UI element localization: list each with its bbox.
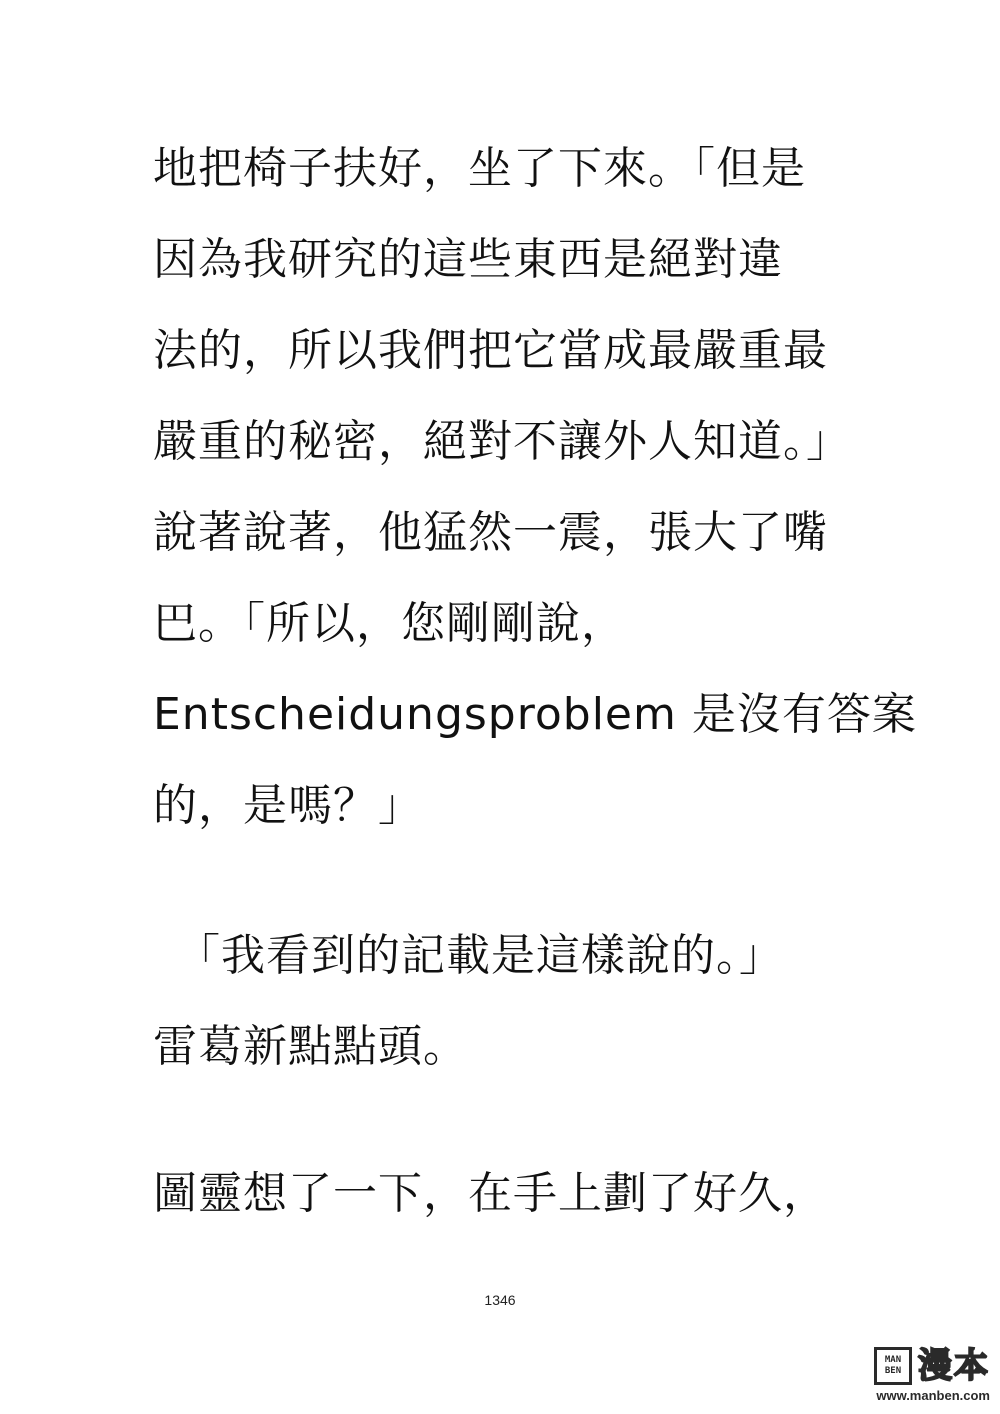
text-line: 圖靈想了一下，在手上劃了好久， <box>153 1168 828 1219</box>
watermark-logo-text: 漫本 <box>918 1346 990 1386</box>
text-line: Entscheidungsproblem 是沒有答案 <box>153 689 917 740</box>
text-line: 「我看到的記載是這樣說的。」 <box>153 930 784 981</box>
manben-logo-icon <box>874 1347 912 1385</box>
page-number: 1346 <box>484 1292 516 1308</box>
text-line: 巴。「所以，您剛剛說， <box>153 598 626 649</box>
watermark-logo <box>848 1346 990 1406</box>
text-line: 雷葛新點點頭。 <box>153 1021 468 1072</box>
text-line: 法的，所以我們把它當成最嚴重最 <box>153 325 828 376</box>
text-line: 嚴重的秘密，絕對不讓外人知道。」 <box>153 416 851 467</box>
logo-box-bottom: BEN <box>884 1366 902 1376</box>
text-line: 地把椅子扶好，坐了下來。「但是 <box>153 143 806 194</box>
text-line: 說著說著，他猛然一震，張大了嘴 <box>153 507 828 558</box>
text-line: 因為我研究的這些東西是絕對違 <box>153 234 783 285</box>
logo-box-top: MAN <box>884 1355 902 1365</box>
watermark-url: www.manben.com <box>876 1388 990 1403</box>
watermark-mark <box>874 1346 990 1386</box>
text-line: 的，是嗎？」 <box>153 780 423 831</box>
